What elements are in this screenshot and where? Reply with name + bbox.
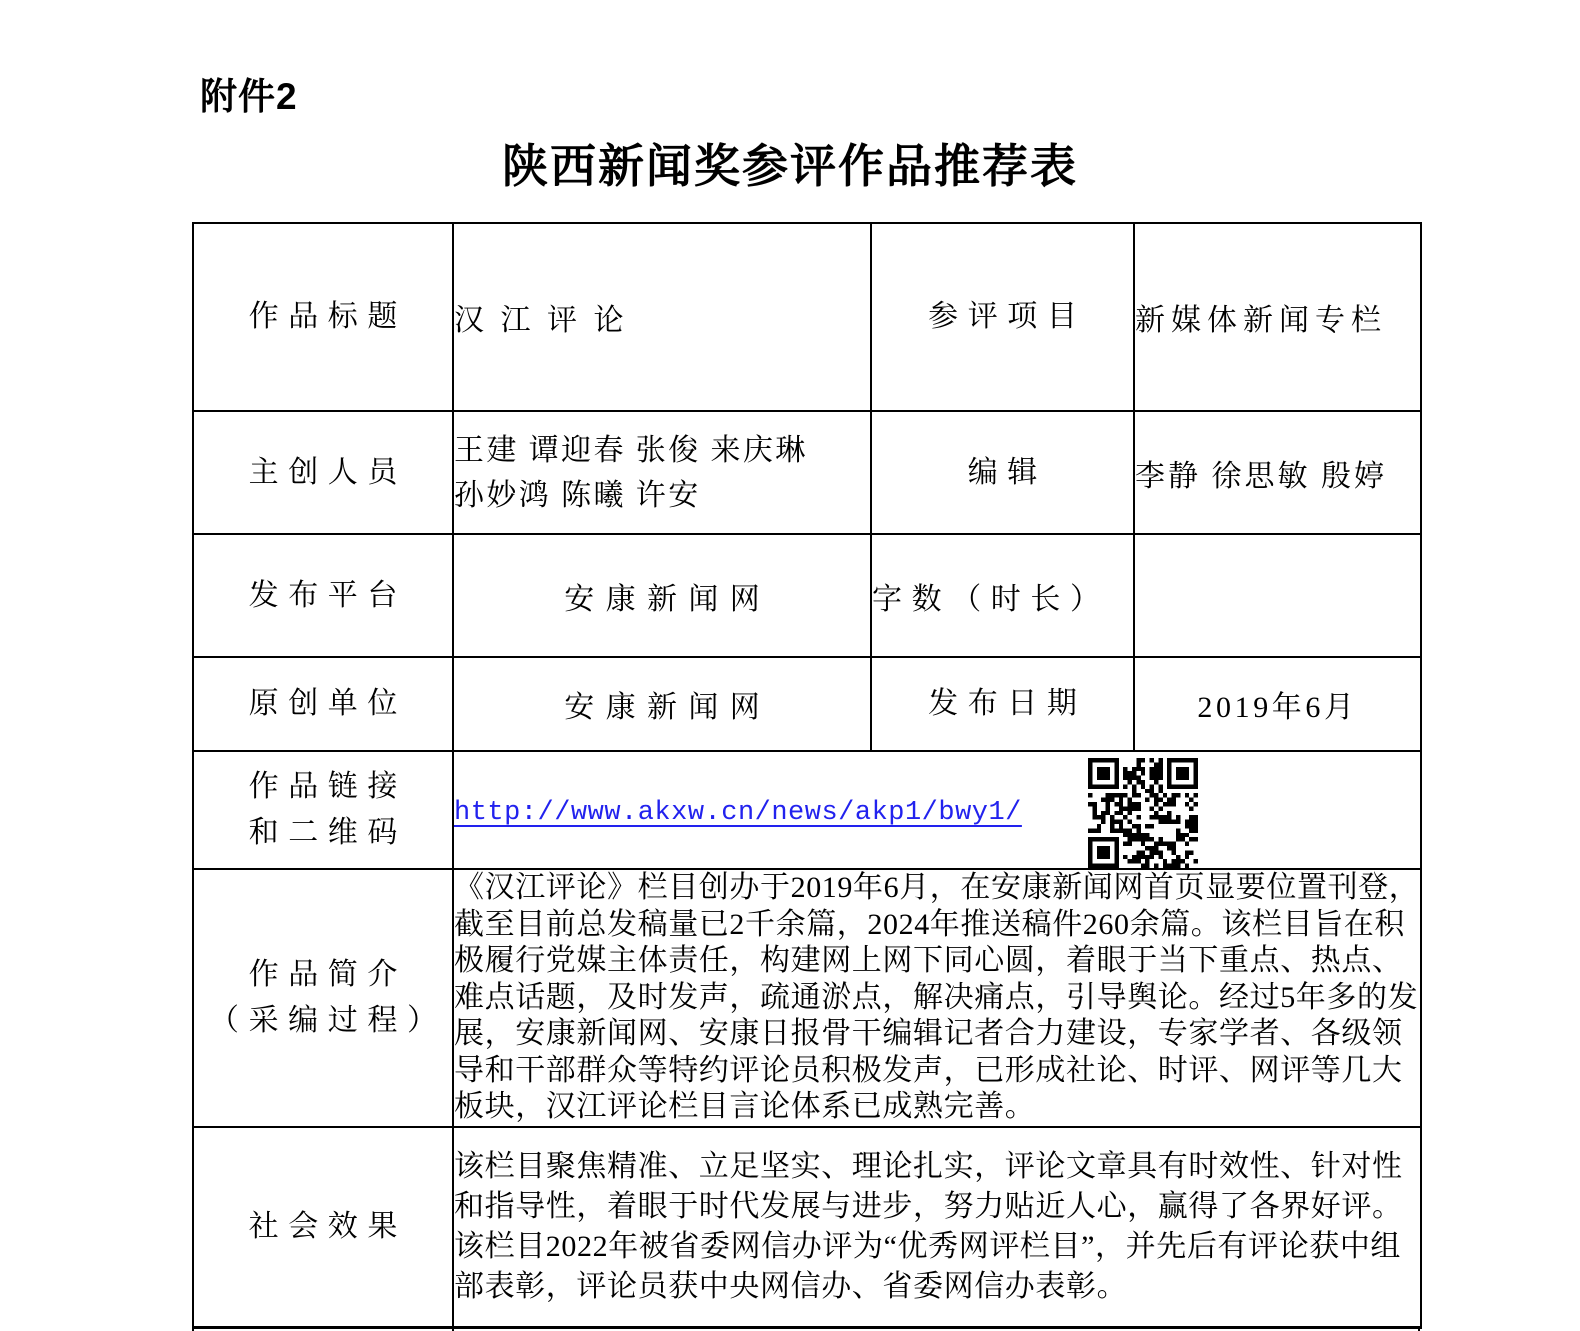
main-creators-value — [453, 411, 871, 534]
editor-value: 李静 徐思敏 殷婷 — [1134, 411, 1421, 534]
word-count-label: 字数（时长） — [871, 534, 1134, 657]
work-link-label — [193, 751, 453, 869]
work-intro-label — [193, 869, 453, 1127]
work-link-cell — [453, 751, 1421, 869]
work-intro-label-line2: （采编过程） — [208, 1003, 447, 1037]
page-title: 陕西新闻奖参评作品推荐表 — [502, 141, 1078, 192]
editor-label: 编辑 — [871, 411, 1134, 534]
qr-code — [1088, 758, 1198, 868]
table-row-introduction — [193, 869, 1421, 1127]
work-intro-text: 《汉江评论》栏目创办于2019年6月，在安康新闻网首页显要位置刊登，截至目前总发稿量已2千余篇，2024年推送稿件260余篇。该栏目旨在积极履行党媒主体责任，构建网上网下同心圆，着眼于当下重点、热点、难点话题，及时发声，疏通淤点，解决痛点，引导舆论。经过5年多的发展，安康新闻网、安康日报骨干编辑记者合力建设，专家学者、各级领导和干部群众等特约评论员积极发声，已形成社论、时评、网评等几大板块，汉江评论栏目言论体系已成熟完善。 — [453, 869, 1421, 1127]
main-creators-line2: 孙妙鸿 陈曦 许安 — [454, 478, 701, 512]
publish-platform-value: 安康新闻网 — [453, 534, 871, 657]
main-creators-label: 主创人员 — [193, 411, 453, 534]
original-unit-label: 原创单位 — [193, 657, 453, 751]
publish-date-label: 发布日期 — [871, 657, 1134, 751]
entry-category-value: 新媒体新闻专栏 — [1134, 223, 1421, 411]
table-row-social-effect — [193, 1127, 1421, 1328]
work-title-value: 汉江评论 — [453, 223, 871, 411]
table-row-creators — [193, 411, 1421, 534]
social-effect-text: 该栏目聚焦精准、立足坚实、理论扎实，评论文章具有时效性、针对性和指导性，着眼于时代发展与进步，努力贴近人心，赢得了各界好评。该栏目2022年被省委网信办评为“优秀网评栏目”，并先后有评论获中组部表彰，评论员获中央网信办、省委网信办表彰。 — [453, 1127, 1421, 1328]
work-title-label: 作品标题 — [193, 223, 453, 411]
table-row-original-unit — [193, 657, 1421, 751]
work-link-label-line2: 和二维码 — [248, 816, 407, 849]
work-intro-label-line1: 作品简介 — [248, 957, 407, 991]
publish-date-value: 2019年6月 — [1134, 657, 1421, 751]
word-count-value — [1134, 534, 1421, 657]
original-unit-value: 安康新闻网 — [453, 657, 871, 751]
social-effect-label: 社会效果 — [193, 1127, 453, 1328]
table-row-title — [193, 223, 1421, 411]
work-link-label-line1: 作品链接 — [248, 770, 407, 803]
main-creators-line1: 王建 谭迎春 张俊 来庆琳 — [454, 433, 808, 467]
entry-category-label: 参评项目 — [871, 223, 1134, 411]
work-url-link[interactable]: http://www.akxw.cn/news/akp1/bwy1/ — [454, 797, 1022, 828]
publish-platform-label: 发布平台 — [193, 534, 453, 657]
attachment-label: 附件2 — [200, 76, 298, 117]
recommendation-form-table — [192, 222, 1422, 1329]
table-row-platform — [193, 534, 1421, 657]
table-row-link-qrcode — [193, 751, 1421, 869]
